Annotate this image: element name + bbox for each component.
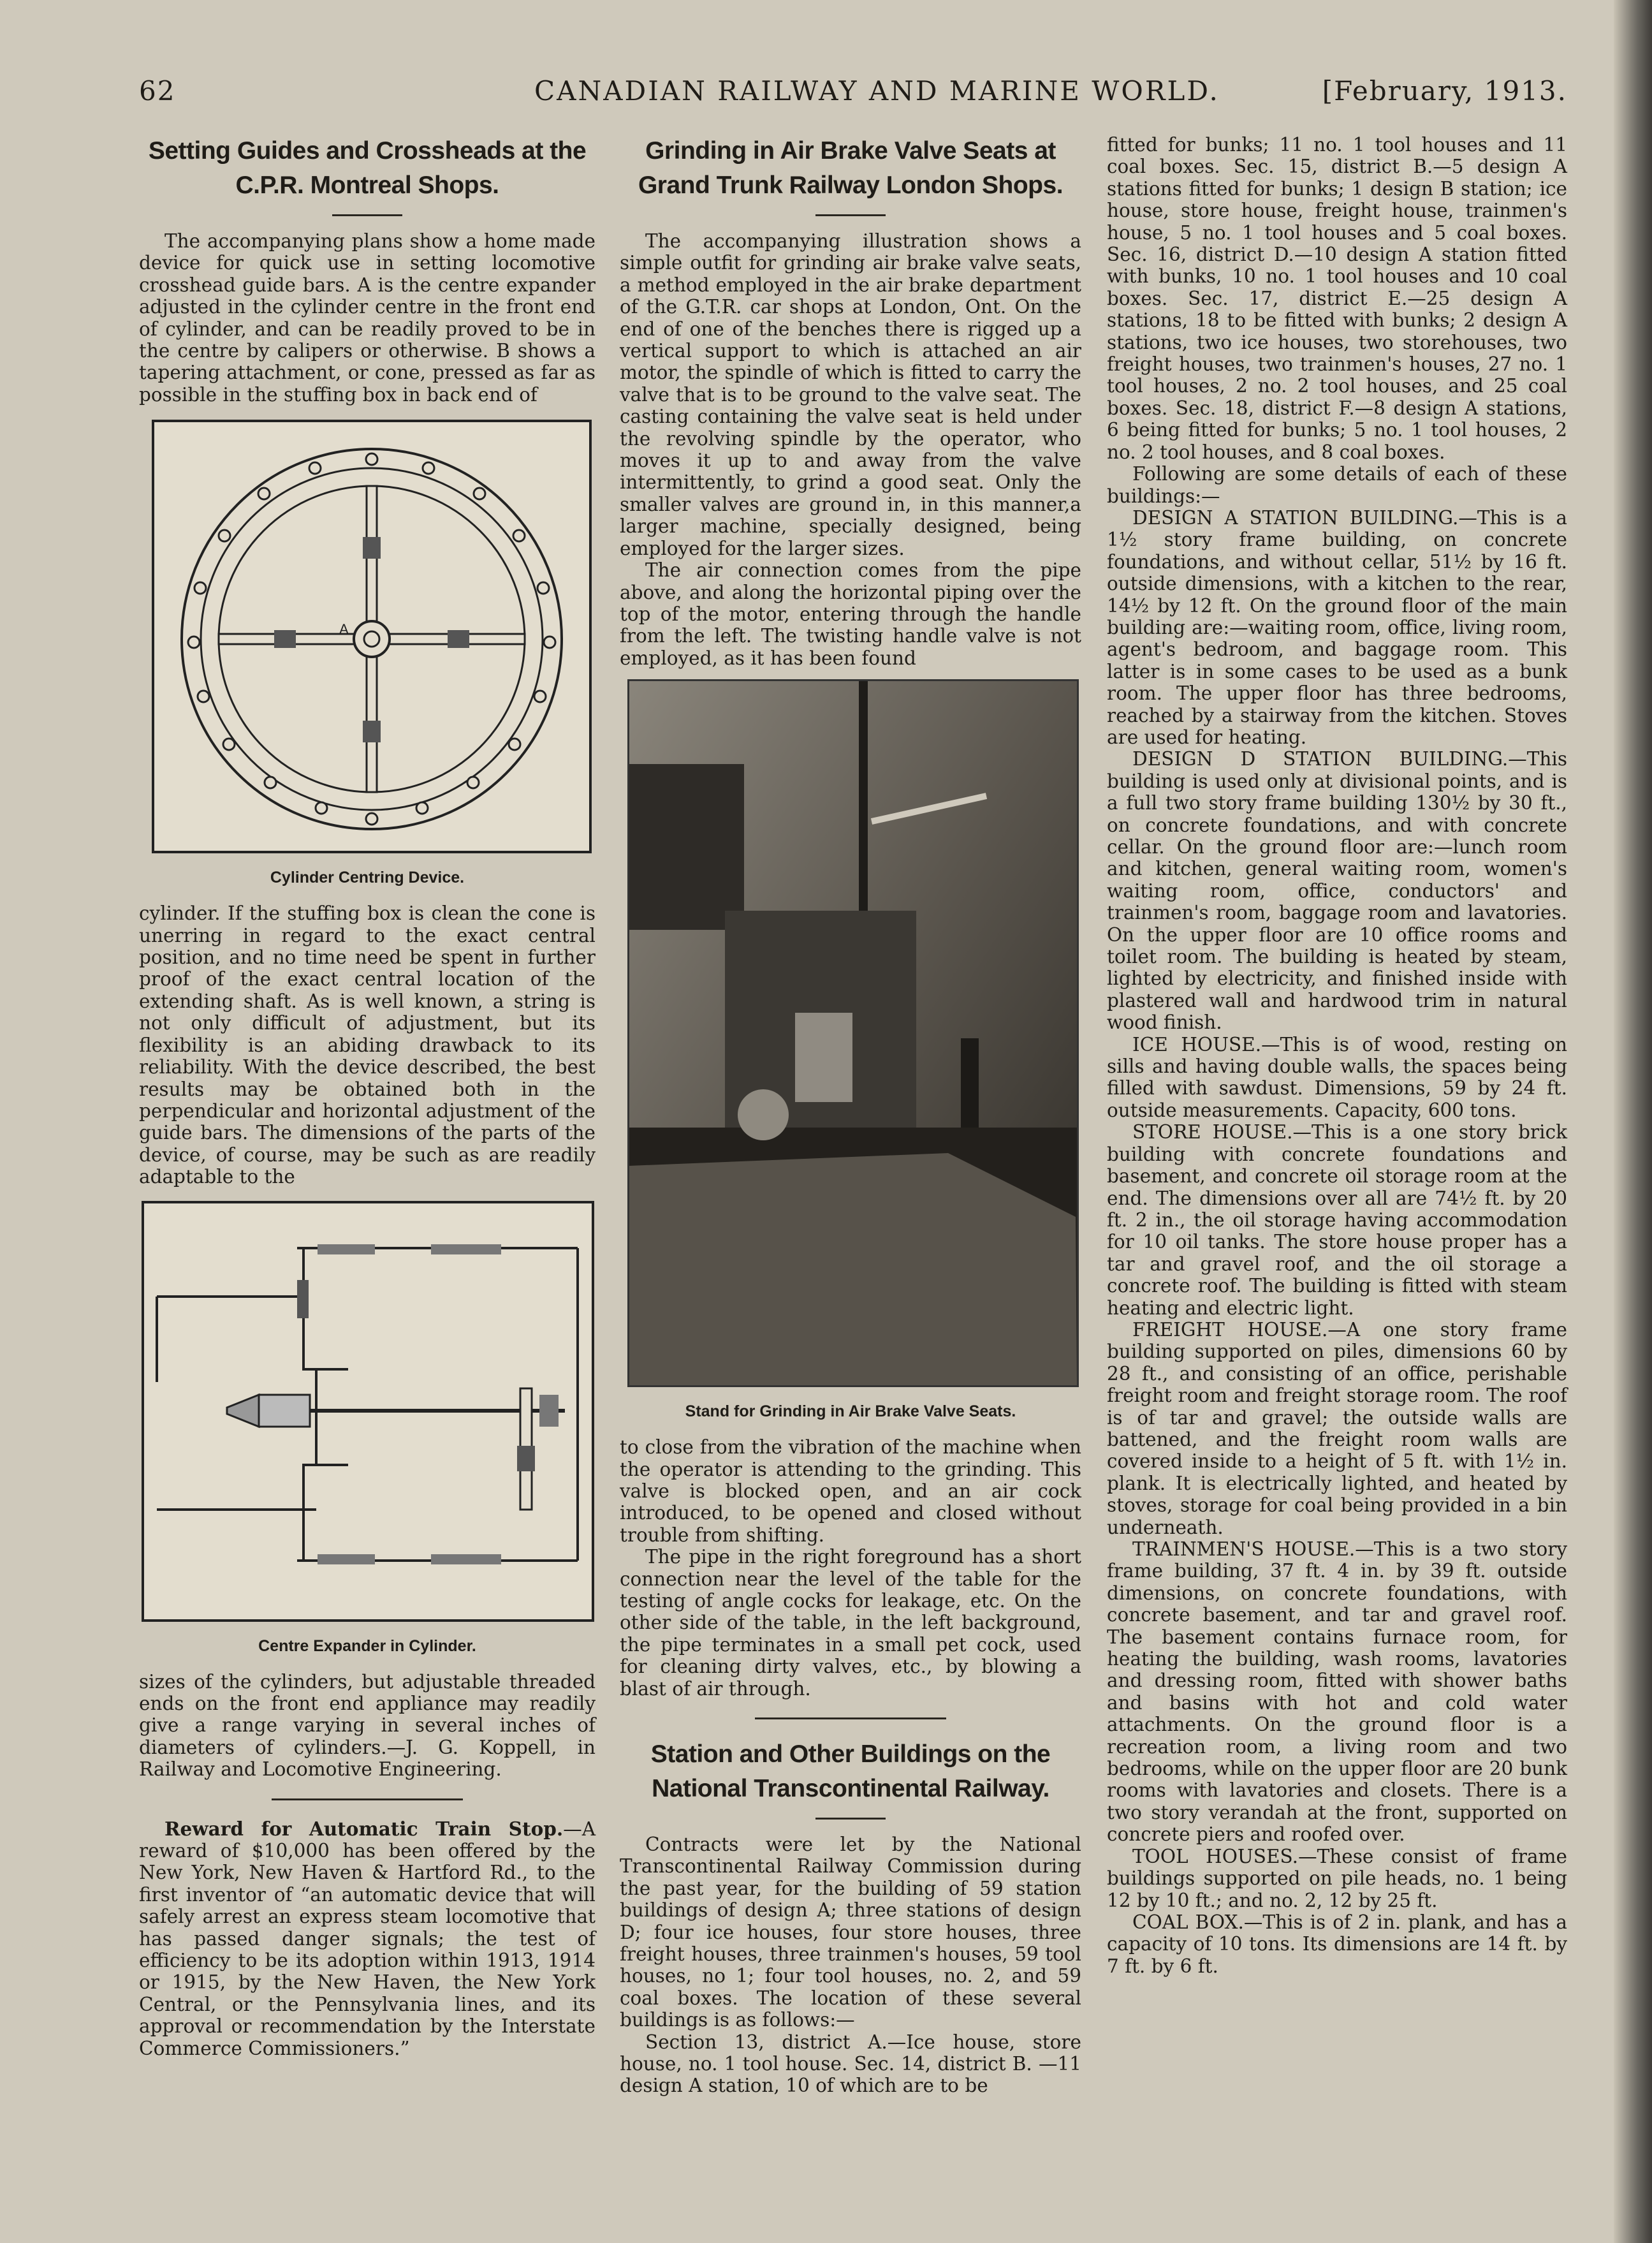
ice-house: ICE HOUSE.—This is of wood, resting on sills and having double walls, the spaces being filled with sawdust. Dimensions, 59 by 24 ft. outside measurements. Capacity, 600 tons. — [1107, 1033, 1567, 1121]
guides-paragraph-1: The accompanying plans show a home made device for quick use in setting locomotive crosshead guide bars. A is the centre expander adjusted in the cylinder centre in the front end of cylinder, and can be readily proved to be in the centre by calipers or otherwise. B shows a tapering attachment, or cone, pressed as far as possible in the stuffing box in back end of — [139, 230, 596, 406]
freight-house: FREIGHT HOUSE.—A one story frame building supported on piles, dimensions 60 by 28 ft., and consisting of an office, perishable freight room and freight storage room. The roof is of tar and gravel; the outside walls are battened, and the freight room walls are covered inside to a height of 5 ft. with 1½ in. plank. It is electrically lighted, and heated by stoves, storage for coal being provided in a bin underneath. — [1107, 1318, 1567, 1538]
column-3 — [1107, 134, 1567, 1977]
title-rule — [815, 214, 886, 216]
article-title-guides: Setting Guides and Crossheads at the C.P.R. Montreal Shops. — [148, 137, 587, 199]
stations-paragraph-1: Contracts were let by the National Transcontinental Railway Commission during the past year, for the building of 59 station buildings of design A; three stations of design D; four ice houses, four store houses, three freight houses, three trainmen's houses, 59 tool houses, no 1; four tool houses, no. 2, and 59 coal boxes. The location of these several buildings is as follows:— — [620, 1834, 1081, 2031]
reward-body: —A reward of $10,000 has been offered by the New York, New Haven & Hartford Rd., to the first inventor of “an automatic device that will safely arrest an express steam locomotive that has passed danger signals; the test of efficiency to be its adoption within 1913, 1914 or 1915, by the New Haven, the New York Central, or the Pennsylvania lines, and its approval or recommendation by the Interstate Commerce Commissioners.” — [139, 1818, 596, 2059]
column-1 — [139, 134, 596, 2059]
tool-houses: TOOL HOUSES.—These consist of frame buildings supported on pile heads, no. 1 being 12 by 10 ft.; and no. 2, 12 by 25 ft. — [1107, 1845, 1567, 1911]
guides-paragraph-2: cylinder. If the stuffing box is clean the cone is unerring in regard to the exact central position, and no time need be spent in further proof of the exact central location of the extending shaft. As is well known, a string is not only difficult of adjustment, but its flexibility is an abiding drawback to its reliability. With the device described, the best results may be obtained both in the perpendicular and horizontal adjustment of the guide bars. The dimensions of the parts of the device, of course, may be such as are readily adaptable to the — [139, 902, 596, 1188]
grinding-paragraph-2: The air connection comes from the pipe above, and along the horizontal piping over the top of the motor, entering through the handle from the left. The twisting handle valve is not employed, as it has been found — [620, 559, 1081, 669]
design-a-station: DESIGN A STATION BUILDING.—This is a 1½ story frame building, on concrete foundations, and without cellar, 51½ by 16 ft. outside dimensions, with a kitchen to the rear, 14½ by 12 ft. On the ground floor of the main building are:—waiting room, office, living room, agent's bedroom, and baggage room. This latter is in some cases to be used as a bunk room. The upper floor has three bedrooms, reached by a stairway from the kitchen. Stoves are used for heating. — [1107, 506, 1567, 748]
stations-intro-details: Following are some details of each of these buildings:— — [1107, 463, 1567, 507]
article-title-stations: Station and Other Buildings on the National Transcontinental Railway. — [650, 1740, 1051, 1802]
section-divider — [272, 1798, 463, 1800]
stations-paragraph-2: Section 13, district A.—Ice house, store house, no. 1 tool house. Sec. 14, district B. —11 design A station, 10 of which are to be — [620, 2031, 1081, 2097]
section-divider — [755, 1717, 946, 1719]
reward-lead: Reward for Automatic Train Stop. — [164, 1817, 564, 1840]
issue-date: [February, 1913. — [1322, 75, 1567, 107]
journal-title: CANADIAN RAILWAY AND MARINE WORLD. — [534, 75, 1220, 107]
column-2 — [620, 134, 1081, 2097]
grinding-paragraph-1: The accompanying illustration shows a simple outfit for grinding air brake valve seats, a method employed in the air brake department of the G.T.R. car shops at London, Ont. On the end of one of the benches there is rigged up a vertical support to which is attached an air motor, the spindle of which is fitted to carry the valve that is to be ground to the valve seat. The casting containing the valve seat is held under the revolving spindle by the operator, who moves it up to and away from the valve intermittently, to grind a good seat. Only the smaller valves are ground in, in this manner,a larger machine, specially designed, being employed for the larger sizes. — [620, 230, 1081, 559]
store-house: STORE HOUSE.—This is a one story brick building with concrete foundations and basement, and concrete oil storage room at the end. The dimensions over all are 74½ ft. by 20 ft. 2 in., the oil storage having accommodation for 10 oil tanks. The store house proper has a tar and gravel roof, and the oil storage a concrete roof. The building is fitted with steam heating and electric light. — [1107, 1121, 1567, 1319]
centre-expander-drawing — [144, 1203, 592, 1619]
title-rule — [332, 214, 402, 216]
cylinder-centring-figure — [152, 420, 592, 853]
figure-caption-cylinder-centring: Cylinder Centring Device. — [270, 869, 465, 887]
grinding-paragraph-3: to close from the vibration of the machine when the operator is attending to the grinding. This valve is blocked open, and an air cock introduced, to be opened and closed without trouble from shifting. — [620, 1436, 1081, 1546]
trainmens-house: TRAINMEN'S HOUSE.—This is a two story frame building, 37 ft. 4 in. by 39 ft. outside dimensions, on concrete foundations, with concrete basement, and tar and gravel roof. The basement contains furnace room, for heating the building, wash rooms, lavatories and dressing room, fitted with shower baths and basins with hot and cold water attachments. On the ground floor is a recreation room, a living room and two bedrooms, while on the upper floor are 20 bunk rooms with lavatories and closets. There is a two story verandah at the front, supported on concrete piers and roofed over. — [1107, 1538, 1567, 1846]
figure-label-a: A — [339, 621, 349, 638]
page-edge-shadow — [1614, 0, 1652, 2243]
design-d-station: DESIGN D STATION BUILDING.—This building is used only at divisional points, and is a full two story frame building 130½ by 30 ft., on concrete foundations, and with concrete cellar. On the ground floor are:—lunch room and kitchen, general waiting room, women's waiting room, office, conductors' and trainmen's room, baggage room and lavatories. On the upper floor are 10 office rooms and toilet room. The building is heated by steam, lighted by electricity, and finished inside with plastered wall and hardwood trim in natural wood finish. — [1107, 748, 1567, 1034]
reward-paragraph — [139, 1818, 596, 2059]
running-header — [139, 75, 1567, 114]
page-number: 62 — [139, 75, 176, 107]
centre-expander-figure — [142, 1201, 594, 1622]
stations-locations-continued: fitted for bunks; 11 no. 1 tool houses and 11 coal boxes. Sec. 15, district B.—5 design A stations fitted for bunks; 1 design B station; ice house, store house, freight house, trainmen's house, 5 no. 1 tool houses and 5 coal boxes. Sec. 16, district D.—10 design A station fitted with bunks, 10 no. 1 tool houses and 10 coal boxes. Sec. 17, district E.—25 design A stations, 18 to be fitted with bunks; 2 design A stations, two ice houses, two storehouses, two freight houses, two trainmen's houses, 27 no. 1 tool houses, 2 no. 2 tool houses, and 25 coal boxes. Sec. 18, district F.—8 design A stations, 6 being fitted for bunks; 5 no. 1 tool houses, 2 no. 2 tool houses, and 8 coal boxes. — [1107, 134, 1567, 463]
grinding-paragraph-4: The pipe in the right foreground has a short connection near the level of the table for the testing of angle cocks for leakage, etc. On the other side of the table, in the left background, the pipe terminates in a small pet cock, used for cleaning dirty valves, etc., by blowing a blast of air through. — [620, 1546, 1081, 1700]
figure-caption-centre-expander: Centre Expander in Cylinder. — [258, 1636, 476, 1655]
cylinder-centring-drawing — [154, 422, 589, 851]
grinding-stand-photo — [627, 679, 1079, 1387]
guides-paragraph-3: sizes of the cylinders, but adjustable threaded ends on the front end appliance may readily give a range varying in several inches of diameters of cylinders.—J. G. Koppell, in Railway and Locomotive Engineering. — [139, 1670, 596, 1781]
title-rule — [815, 1818, 886, 1820]
article-title-grinding: Grinding in Air Brake Valve Seats at Grand Trunk Railway London Shops. — [638, 137, 1064, 199]
photo-caption-grinding-stand: Stand for Grinding in Air Brake Valve Seats. — [685, 1402, 1016, 1421]
coal-box: COAL BOX.—This is of 2 in. plank, and has a capacity of 10 tons. Its dimensions are 14 ft. by 7 ft. by 6 ft. — [1107, 1911, 1567, 1977]
grinding-stand-image — [629, 681, 1077, 1385]
